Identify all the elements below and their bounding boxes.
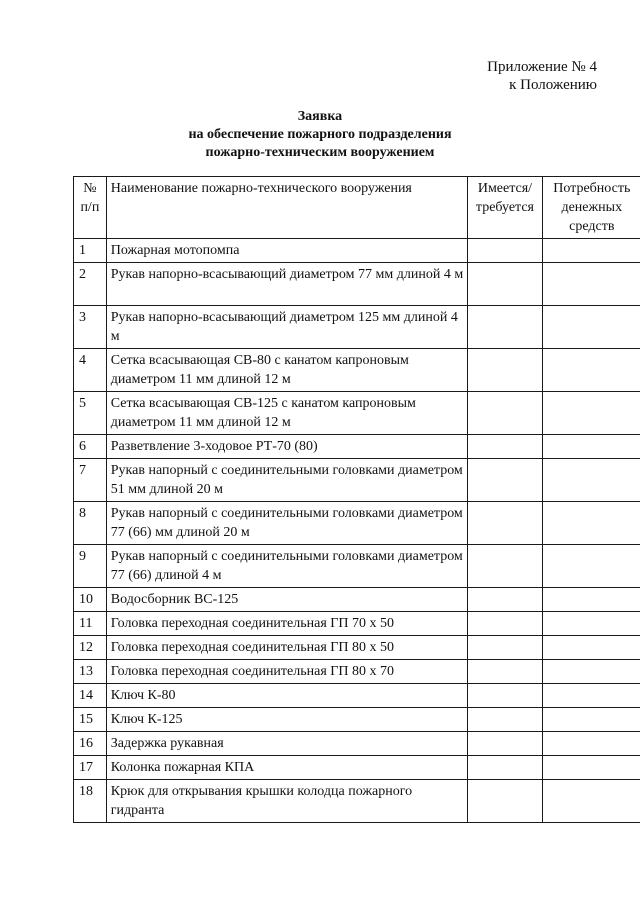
header-number: № п/п [74,177,107,239]
row-funding-cell[interactable] [542,349,640,392]
table-header-row [74,177,640,239]
row-name-cell: Рукав напорный с соединительными головками диаметром 77 (66) мм длиной 20 м [106,502,468,545]
row-funding-cell[interactable] [542,502,640,545]
row-funding-cell[interactable] [542,756,640,780]
table-row [74,306,640,349]
row-number-cell: 13 [74,660,107,684]
row-available-cell[interactable] [468,263,542,306]
row-name-cell: Крюк для открывания крышки колодца пожарного гидранта [106,780,468,823]
row-funding-cell[interactable] [542,392,640,435]
row-name-cell: Сетка всасывающая СВ-125 с канатом капроновым диаметром 11 мм длиной 12 м [106,392,468,435]
row-available-cell[interactable] [468,349,542,392]
row-name-cell: Колонка пожарная КПА [106,756,468,780]
row-available-cell[interactable] [468,684,542,708]
table-row [74,612,640,636]
row-number-cell: 18 [74,780,107,823]
header-name: Наименование пожарно-технического вооружения [106,177,468,239]
row-name-cell: Водосборник ВС-125 [106,588,468,612]
row-number-cell: 2 [74,263,107,306]
table-row [74,636,640,660]
row-number-cell: 15 [74,708,107,732]
row-funding-cell[interactable] [542,708,640,732]
row-number-cell: 3 [74,306,107,349]
row-name-cell: Сетка всасывающая СВ-80 с канатом капроновым диаметром 11 мм длиной 12 м [106,349,468,392]
equipment-table [73,176,640,823]
row-name-cell: Рукав напорный с соединительными головками диаметром 51 мм длиной 20 м [106,459,468,502]
row-available-cell[interactable] [468,545,542,588]
row-number-cell: 7 [74,459,107,502]
header-available: Имеется/ требуется [468,177,542,239]
title-line-2: на обеспечение пожарного подразделения [188,127,452,142]
row-name-cell: Головка переходная соединительная ГП 70 х 50 [106,612,468,636]
title-line-3: пожарно-техническим вооружением [205,145,435,160]
table-row [74,263,640,306]
row-name-cell: Головка переходная соединительная ГП 80 х 50 [106,636,468,660]
document-title [0,108,640,162]
row-funding-cell[interactable] [542,545,640,588]
row-number-cell: 11 [74,612,107,636]
row-funding-cell[interactable] [542,435,640,459]
table-row [74,588,640,612]
table-row [74,732,640,756]
row-available-cell[interactable] [468,780,542,823]
table-row [74,435,640,459]
row-funding-cell[interactable] [542,306,640,349]
header-funding: Потребность денежных средств [542,177,640,239]
row-number-cell: 4 [74,349,107,392]
table-row [74,392,640,435]
row-funding-cell[interactable] [542,636,640,660]
row-number-cell: 12 [74,636,107,660]
row-available-cell[interactable] [468,708,542,732]
row-number-cell: 5 [74,392,107,435]
row-name-cell: Задержка рукавная [106,732,468,756]
row-number-cell: 14 [74,684,107,708]
row-number-cell: 9 [74,545,107,588]
row-available-cell[interactable] [468,588,542,612]
row-available-cell[interactable] [468,502,542,545]
row-number-cell: 10 [74,588,107,612]
row-available-cell[interactable] [468,239,542,263]
row-name-cell: Рукав напорный с соединительными головками диаметром 77 (66) длиной 4 м [106,545,468,588]
row-funding-cell[interactable] [542,239,640,263]
appendix-number: Приложение № 4 [487,59,597,75]
row-available-cell[interactable] [468,306,542,349]
table-row [74,502,640,545]
title-line-1: Заявка [297,109,343,124]
table-row [74,459,640,502]
row-funding-cell[interactable] [542,684,640,708]
table-row [74,684,640,708]
table-row [74,660,640,684]
table-row [74,239,640,263]
row-name-cell: Рукав напорно-всасывающий диаметром 125 мм длиной 4 м [106,306,468,349]
table-row [74,780,640,823]
row-funding-cell[interactable] [542,263,640,306]
table-row [74,545,640,588]
row-available-cell[interactable] [468,636,542,660]
row-number-cell: 1 [74,239,107,263]
row-name-cell: Ключ К-125 [106,708,468,732]
row-funding-cell[interactable] [542,780,640,823]
row-available-cell[interactable] [468,459,542,502]
row-number-cell: 8 [74,502,107,545]
row-name-cell: Разветвление 3-ходовое РТ-70 (80) [106,435,468,459]
row-funding-cell[interactable] [542,612,640,636]
row-number-cell: 6 [74,435,107,459]
row-available-cell[interactable] [468,392,542,435]
table-row [74,756,640,780]
row-name-cell: Ключ К-80 [106,684,468,708]
row-name-cell: Пожарная мотопомпа [106,239,468,263]
row-available-cell[interactable] [468,660,542,684]
row-available-cell[interactable] [468,435,542,459]
row-number-cell: 17 [74,756,107,780]
table-row [74,708,640,732]
row-funding-cell[interactable] [542,660,640,684]
row-funding-cell[interactable] [542,588,640,612]
row-funding-cell[interactable] [542,459,640,502]
appendix-note [487,58,597,94]
table-row [74,349,640,392]
row-available-cell[interactable] [468,732,542,756]
appendix-reference: к Положению [509,77,597,93]
row-available-cell[interactable] [468,756,542,780]
row-name-cell: Головка переходная соединительная ГП 80 х 70 [106,660,468,684]
row-number-cell: 16 [74,732,107,756]
row-available-cell[interactable] [468,612,542,636]
row-name-cell: Рукав напорно-всасывающий диаметром 77 мм длиной 4 м [106,263,468,306]
row-funding-cell[interactable] [542,732,640,756]
